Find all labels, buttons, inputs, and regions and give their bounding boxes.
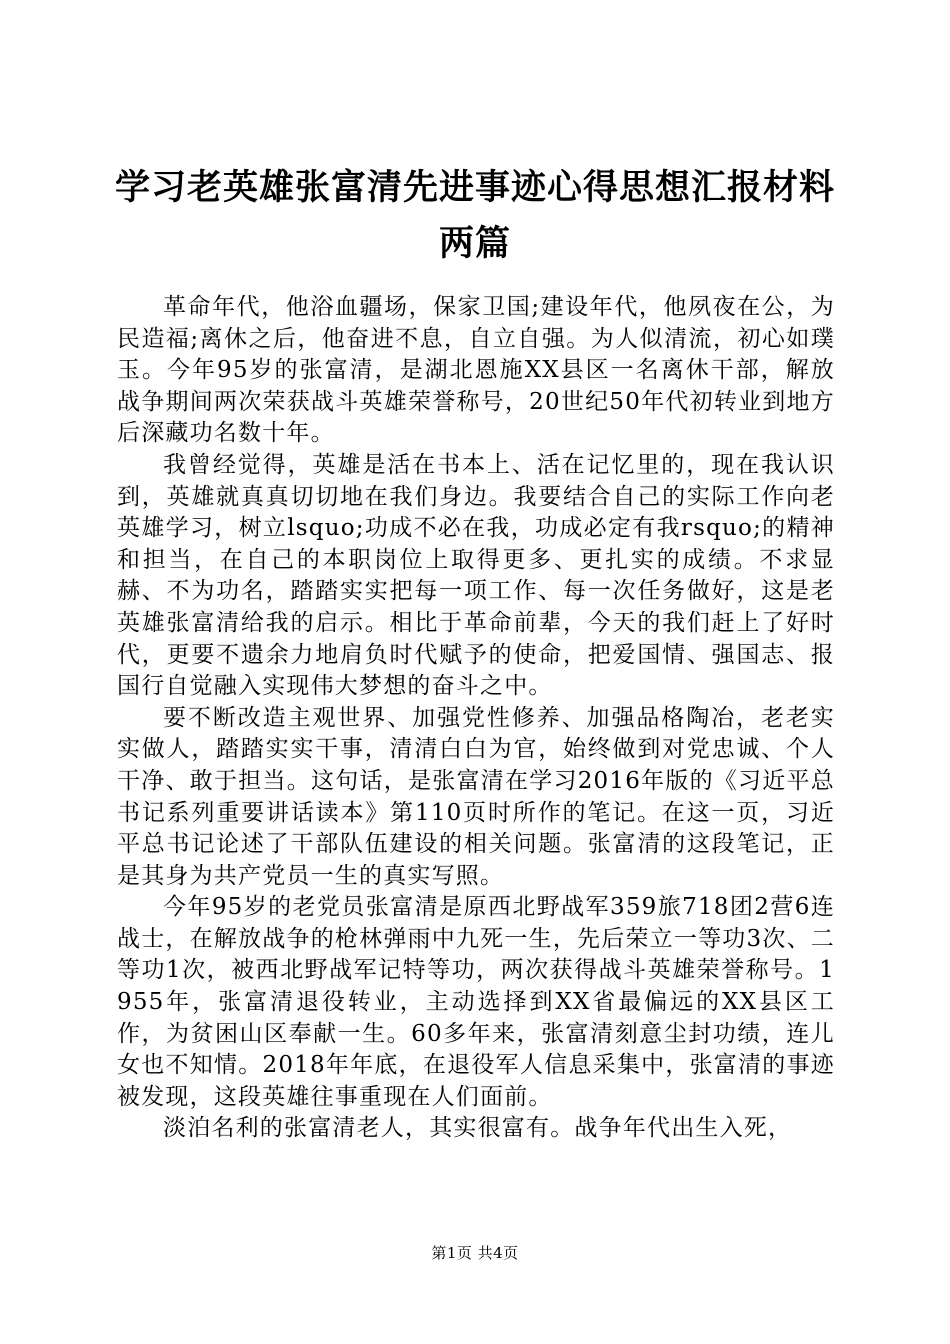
paragraph-2: 我曾经觉得，英雄是活在书本上、活在记忆里的，现在我认识到，英雄就真真切切地在我们身边。我要结合自己的实际工作向老英雄学习，树立lsquo;功成不必在我，功成必定有我rsquo;的精神和担当，在自己的本职岗位上取得更多、更扎实的成绩。不求显赫、不为功名，踏踏实实把每一项工作、每一次任务做好，这是老英雄张富清给我的启示。相比于革命前辈，今天的我们赶上了好时代，更要不遗余力地肩负时代赋予的使命，把爱国情、强国志、报国行自觉融入实现伟大梦想的奋斗之中。 <box>117 451 835 700</box>
document-title: 学习老英雄张富清先进事迹心得思想汇报材料两篇 <box>114 168 835 264</box>
document-body <box>117 292 835 1145</box>
page-number-footer: 第1页 共4页 <box>431 1244 519 1262</box>
paragraph-5: 淡泊名利的张富清老人，其实很富有。战争年代出生入死， <box>163 1115 793 1142</box>
paragraph-1: 革命年代，他浴血疆场，保家卫国;建设年代，他夙夜在公，为民造福;离休之后，他奋进不息，自立自强。为人似清流，初心如璞玉。今年95岁的张富清，是湖北恩施XX县区一名离休干部，解放战争期间两次荣获战斗英雄荣誉称号，20世纪50年代初转业到地方后深藏功名数十年。 <box>117 294 835 447</box>
paragraph-3: 要不断改造主观世界、加强党性修养、加强品格陶冶，老老实实做人，踏踏实实干事，清清白白为官，始终做到对党忠诚、个人干净、敢于担当。这句话，是张富清在学习2016年版的《习近平总书记系列重要讲话读本》第110页时所作的笔记。在这一页，习近平总书记论述了干部队伍建设的相关问题。张富清的这段笔记，正是其身为共产党员一生的真实写照。 <box>117 704 835 889</box>
paragraph-4: 今年95岁的老党员张富清是原西北野战军359旅718团2营6连战士，在解放战争的枪林弹雨中九死一生，先后荣立一等功3次、二等功1次，被西北野战军记特等功，两次获得战斗英雄荣誉称号。1955年，张富清退役转业，主动选择到XX省最偏远的XX县区工作，为贫困山区奉献一生。60多年来，张富清刻意尘封功绩，连儿女也不知情。2018年年底，在退役军人信息采集中，张富清的事迹被发现，这段英雄往事重现在人们面前。 <box>117 894 835 1110</box>
